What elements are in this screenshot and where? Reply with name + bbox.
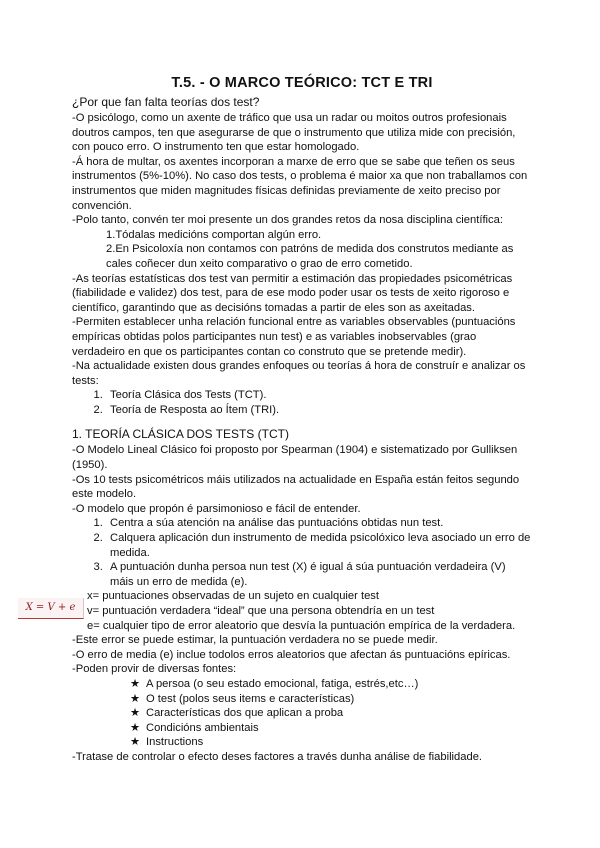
definition-line: x= puntuaciones observadas de un sujeto en cualquier test (87, 590, 380, 603)
definition-line: e= cualquier tipo de error aleatorio que desvía la puntuación empírica de la verdadera. (87, 619, 516, 632)
section-paragraph: -O modelo que propón é parsimonioso e fácil de entender. (72, 502, 361, 515)
star-icon: ★ (130, 736, 141, 749)
approach-item: 1. Teoría Clásica dos Tests (TCT). (106, 388, 532, 403)
section-paragraph: -O Modelo Lineal Clásico foi proposto por Spearman (1904) e sistematizado por Gulliksen (1950). (72, 444, 518, 472)
question-heading: ¿Por que fan falta teorías dos test? (72, 95, 260, 109)
definitions-block (72, 589, 532, 633)
body-paragraph: -Na actualidade existen dous grandes enfoques ou teorías á hora de construír e analizar os tests: (72, 360, 526, 387)
document-page (72, 74, 532, 765)
star-icon: ★ (130, 721, 141, 734)
body-paragraph: -As teorías estatísticas dos test van permitir a estimación das propiedades psicométricas (fiabilidade e validez) dos test, para de ese modo poder usar os tests de xeito rigoroso e científico, garantindo que as decisións tomadas a partir de eles son as axeitadas. (72, 272, 513, 314)
body-paragraph: -Este error se puede estimar, la puntuación verdadera no se puede medir. (72, 634, 438, 647)
body-paragraph: -Poden provir de diversas fontes: (72, 663, 237, 676)
source-item: ★ Condicións ambientais (130, 721, 259, 734)
closing-paragraph: -Tratase de controlar o efecto deses factores a través dunha análise de fiabilidade. (72, 750, 483, 763)
source-item: ★ Características dos que aplican a proba (130, 707, 344, 720)
intro-paragraph: -O psicólogo, como un axente de tráfico que usa un radar ou moitos outros profesionais doutros campos, ten que asegurarse de que o instrumento que utiliza mide con precisión, con pouco erro. O instrumento ten que estar homologado. (72, 112, 516, 154)
star-icon: ★ (130, 707, 141, 720)
star-icon: ★ (130, 677, 141, 690)
body-paragraph: -O erro de media (e) inclue todolos erros aleatorios que afectan ás puntuacións epíricas. (72, 648, 511, 661)
section-heading: 1. TEORÍA CLÁSICA DOS TESTS (TCT) (72, 427, 289, 442)
section-paragraph: -Os 10 tests psicométricos máis utilizados na actualidade en España están feitos segundo este modelo. (72, 473, 520, 501)
body-paragraph: -Permiten establecer unha relación funcional entre as variables observables (puntuacións empíricas obtidas polos participantes nun test) e as variables inobservables (grao verdadeiro en que os participantes contan co construto que se pretende medir). (72, 316, 516, 358)
source-item: ★ O test (polos seus items e características) (130, 692, 355, 705)
intro-paragraph: -Polo tanto, convén ter moi presente un dos grandes retos da nosa disciplina científica: (72, 214, 503, 227)
challenge-item: 1.Tódalas medicións comportan algún erro. (106, 228, 322, 241)
page-title: T.5. - O MARCO TEÓRICO: TCT E TRI (171, 75, 433, 91)
sources-list (72, 677, 532, 750)
intro-paragraph: -Á hora de multar, os axentes incorporan a marxe de erro que se sabe que teñen os seus instrumentos (5%-10%). No caso dos tests, o problema é maior xa que non traballamos con instrumentos que miden magnitudes físicas definidas previamente de xeito preciso por convención. (72, 155, 528, 212)
source-item: ★ A persoa (o seu estado emocional, fatiga, estrés,etc…) (130, 677, 419, 690)
model-point-item: 2. Calquera aplicación dun instrumento de medida psicolóxico leva asociado un erro de medida. (106, 531, 532, 560)
approach-item: 2. Teoría de Resposta ao Ítem (TRI). (106, 403, 532, 418)
challenge-item: 2.En Psicoloxía non contamos con patróns de medida dos construtos mediante as cales coñecer dun xeito comparativo o grao de erro cometido. (106, 243, 514, 270)
approaches-list (72, 388, 532, 417)
model-points-list (72, 516, 532, 589)
definition-line: v= puntuación verdadera “ideal” que una persona obtendría en un test (87, 605, 435, 617)
star-icon: ★ (130, 692, 141, 705)
model-point-item: 3. A puntuación dunha persoa nun test (X) é igual á súa puntuación verdadeira (V) máis un erro de medida (e). (106, 560, 532, 589)
source-item: ★ Instructions (130, 736, 204, 749)
model-point-item: 1. Centra a súa atención na análise das puntuacións obtidas nun test. (106, 516, 532, 531)
formula-image: X = V + e (18, 598, 84, 619)
